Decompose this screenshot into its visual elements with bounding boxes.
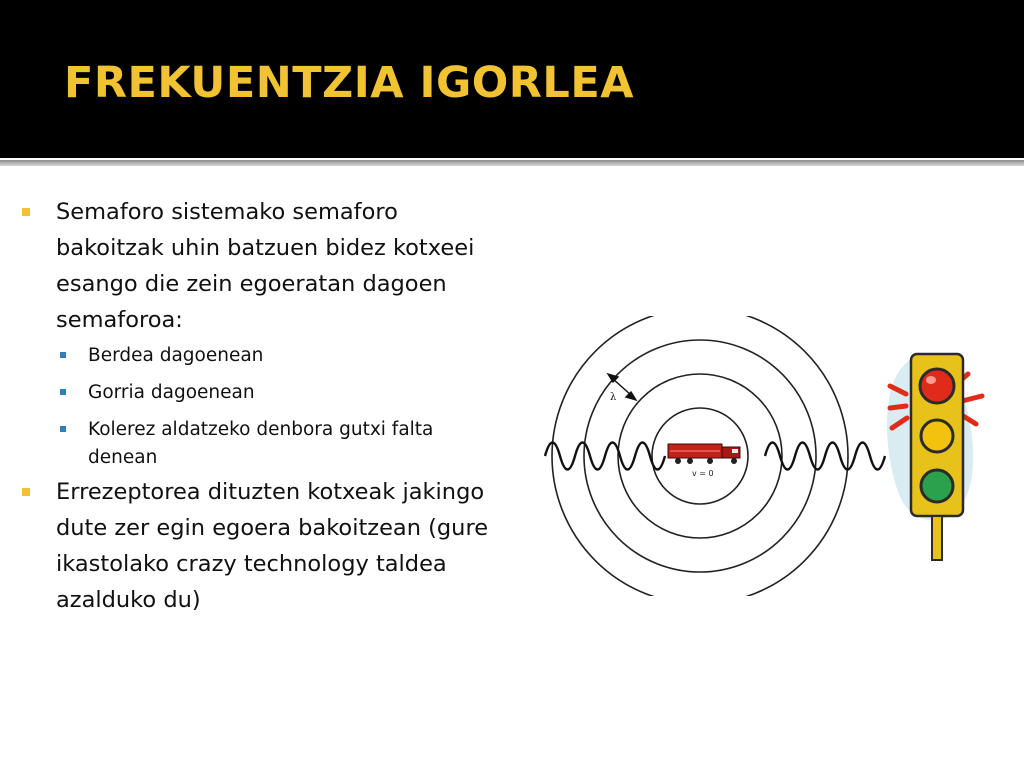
bullet-text: Errezeptorea dituzten kotxeak jakingo dute zer egin egoera bakoitzean (gure ikastolako crazy technology taldea azalduko du) bbox=[56, 479, 489, 613]
sub-bullet-item bbox=[20, 379, 500, 407]
sub-bullet-list bbox=[20, 342, 500, 472]
bullet-item bbox=[20, 474, 500, 618]
square-bullet-icon bbox=[22, 208, 30, 216]
small-square-bullet-icon bbox=[60, 389, 66, 395]
title-divider bbox=[0, 160, 1024, 166]
sub-bullet-text: Kolerez aldatzeko denbora gutxi falta denean bbox=[88, 419, 434, 468]
bullet-text: Semaforo sistemako semaforo bakoitzak uhin batzuen bidez kotxeei esango die zein egoeratan dagoen semaforoa: bbox=[56, 199, 475, 333]
truck-icon bbox=[668, 444, 740, 464]
sub-bullet-text: Berdea dagoenean bbox=[88, 345, 264, 366]
bullet-item bbox=[20, 194, 500, 338]
sub-bullet-item bbox=[20, 342, 500, 370]
traffic-light-icon bbox=[887, 353, 982, 560]
wave-illustration bbox=[540, 316, 1000, 596]
sub-bullet-text: Gorria dagoenean bbox=[88, 382, 255, 403]
bullet-list bbox=[20, 194, 500, 620]
small-square-bullet-icon bbox=[60, 426, 66, 432]
small-square-bullet-icon bbox=[60, 352, 66, 358]
sub-bullet-item bbox=[20, 416, 500, 472]
square-bullet-icon bbox=[22, 488, 30, 496]
slide-title: FREKUENTZIA IGORLEA bbox=[64, 58, 634, 108]
wavelength-symbol: λ bbox=[610, 392, 617, 403]
speed-label: v = 0 bbox=[692, 469, 714, 478]
